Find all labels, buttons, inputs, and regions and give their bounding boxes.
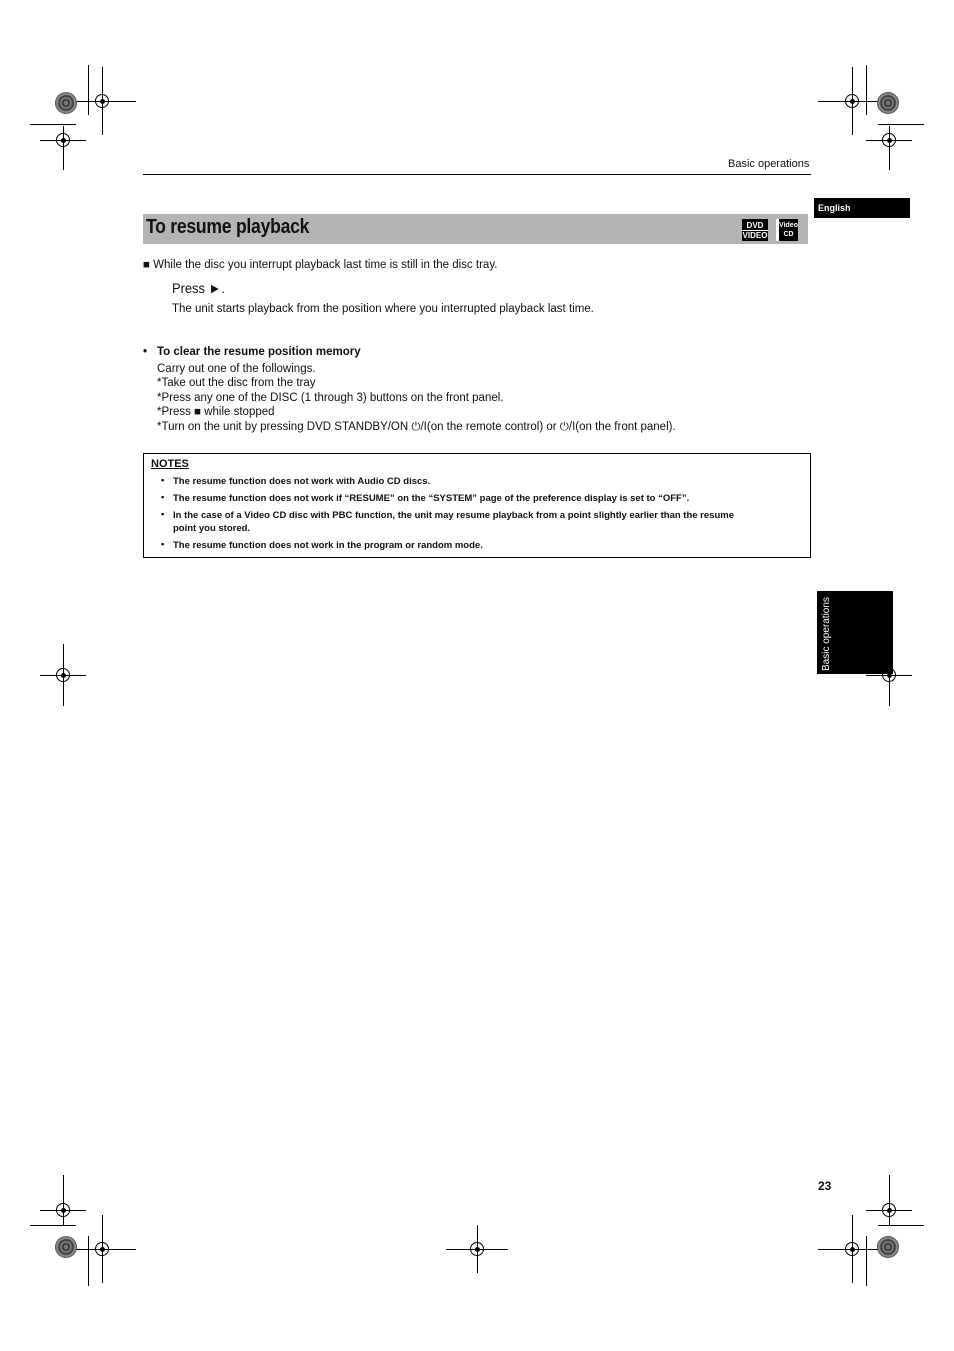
video-cd-icon: [776, 219, 798, 241]
note-item: The resume function does not work in the program or random mode.: [173, 540, 483, 551]
color-target-disc: [877, 92, 899, 114]
vcd-icon-line-1: Video: [779, 222, 798, 229]
note-item: The resume function does not work with Audio CD discs.: [173, 476, 431, 487]
side-tab-label: Basic operations: [821, 597, 832, 671]
language-tab: English: [814, 198, 910, 218]
note-bullet: •: [161, 509, 165, 520]
header-rule: [143, 174, 811, 175]
vcd-icon-line-2: CD: [783, 231, 794, 238]
press-instruction: Press ►.: [172, 280, 225, 296]
clear-line: *Press ■ while stopped: [157, 406, 275, 418]
note-item: In the case of a Video CD disc with PBC function, the unit may resume playback from a point slightly earlier than the resume: [173, 510, 734, 521]
clear-line: Carry out one of the followings.: [157, 363, 316, 375]
clear-line: *Turn on the unit by pressing DVD STANDBY/ON ⏻/I(on the remote control) or ⏻/I(on the front panel).: [157, 421, 676, 433]
press-result: The unit starts playback from the position where you interrupted playback last time.: [172, 303, 594, 315]
condition-text: ■ While the disc you interrupt playback last time is still in the disc tray.: [143, 259, 498, 271]
note-bullet: •: [161, 492, 165, 503]
color-target-disc: [877, 1236, 899, 1258]
dvd-icon-line-2: VIDEO: [742, 231, 768, 240]
note-bullet: •: [161, 475, 165, 486]
notes-title: NOTES: [151, 458, 189, 470]
running-head: Basic operations: [728, 158, 810, 170]
dvd-icon-line-1: DVD: [746, 221, 764, 230]
bullet-icon: •: [143, 346, 148, 358]
section-title: To resume playback: [146, 216, 310, 238]
section-side-tab: [817, 591, 893, 674]
clear-line: *Take out the disc from the tray: [157, 377, 316, 389]
page-number: 23: [818, 1179, 832, 1193]
icon-strip: [776, 219, 779, 241]
clear-heading: To clear the resume position memory: [157, 346, 361, 358]
clear-line: *Press any one of the DISC (1 through 3) buttons on the front panel.: [157, 392, 504, 404]
note-bullet: •: [161, 539, 165, 550]
color-target-disc: [55, 92, 77, 114]
note-item: The resume function does not work if “RESUME” on the “SYSTEM” page of the preference display is set to “OFF”.: [173, 493, 690, 504]
note-item-continuation: point you stored.: [173, 523, 251, 534]
color-target-disc: [55, 1236, 77, 1258]
dvd-video-icon: [742, 219, 768, 241]
